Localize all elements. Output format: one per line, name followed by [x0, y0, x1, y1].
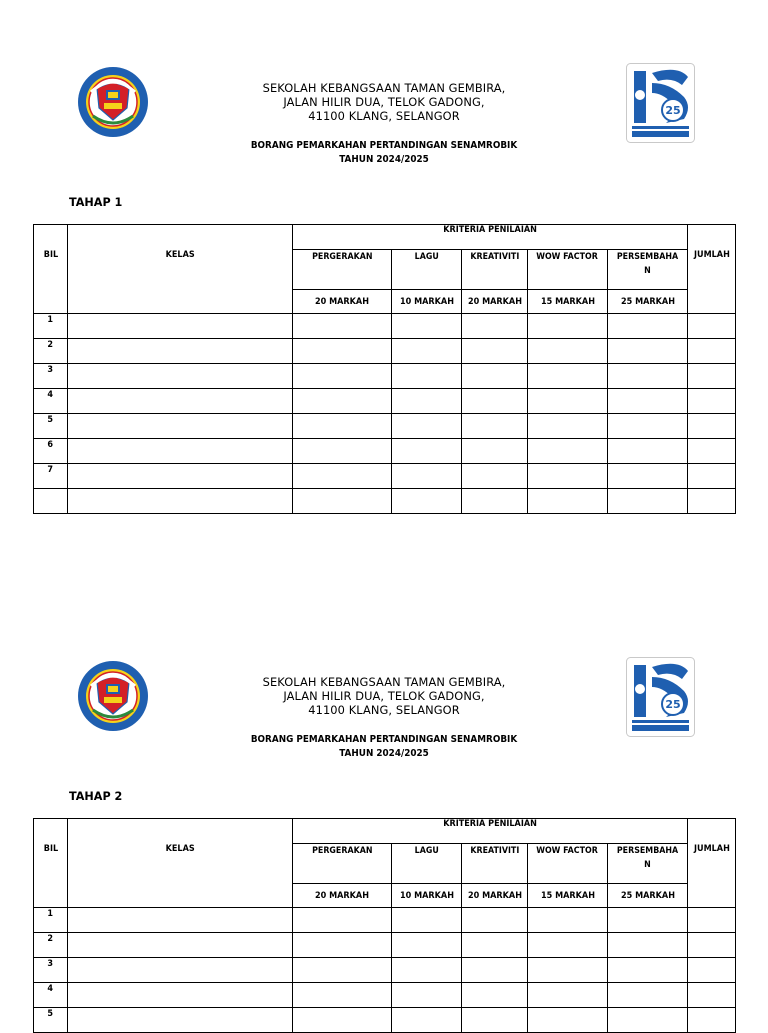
form-year-line: TAHUN 2024/2025 — [339, 154, 429, 165]
score-cell[interactable] — [688, 389, 736, 414]
criteria-header: PERGERAKAN — [293, 250, 392, 290]
criteria-header: LAGU — [392, 250, 462, 290]
kelas-cell[interactable] — [68, 314, 293, 339]
row-number: 4 — [34, 983, 68, 1008]
criteria-header: KREATIVITI — [462, 844, 528, 884]
score-cell[interactable] — [293, 464, 392, 489]
score-cell[interactable] — [392, 983, 462, 1008]
table-row — [34, 414, 736, 439]
score-cell[interactable] — [392, 933, 462, 958]
program-25-logo-icon — [626, 657, 695, 737]
score-cell[interactable] — [392, 314, 462, 339]
score-cell[interactable] — [462, 314, 528, 339]
form-title — [215, 733, 554, 761]
score-cell[interactable] — [608, 414, 688, 439]
score-cell[interactable] — [462, 958, 528, 983]
score-cell[interactable] — [528, 958, 608, 983]
score-cell[interactable] — [392, 389, 462, 414]
score-cell[interactable] — [293, 933, 392, 958]
logo-badge-text: 25 — [665, 104, 681, 117]
school-address — [200, 675, 568, 717]
score-cell[interactable] — [608, 339, 688, 364]
score-cell[interactable] — [293, 364, 392, 389]
score-cell[interactable] — [462, 339, 528, 364]
score-cell[interactable] — [392, 1008, 462, 1033]
score-cell[interactable] — [462, 414, 528, 439]
score-cell[interactable] — [293, 389, 392, 414]
school-name-line: SEKOLAH KEBANGSAAN TAMAN GEMBIRA, — [262, 675, 506, 689]
header-kelas: KELAS — [68, 819, 293, 908]
kelas-cell[interactable] — [68, 464, 293, 489]
score-cell[interactable] — [688, 489, 736, 514]
score-cell[interactable] — [688, 464, 736, 489]
school-crest-icon — [77, 660, 149, 732]
score-cell[interactable] — [688, 314, 736, 339]
score-cell[interactable] — [293, 489, 392, 514]
score-cell[interactable] — [688, 958, 736, 983]
kelas-cell[interactable] — [68, 933, 293, 958]
criteria-max-marks: 20 MARKAH — [462, 884, 528, 908]
score-cell[interactable] — [528, 464, 608, 489]
score-cell[interactable] — [462, 908, 528, 933]
score-cell[interactable] — [528, 908, 608, 933]
criteria-header: PERSEMBAHA N — [608, 844, 688, 884]
score-cell[interactable] — [528, 339, 608, 364]
row-number: 1 — [34, 908, 68, 933]
score-cell[interactable] — [528, 389, 608, 414]
kelas-cell[interactable] — [68, 389, 293, 414]
criteria-max-marks: 20 MARKAH — [293, 884, 392, 908]
criteria-max-marks: 15 MARKAH — [528, 884, 608, 908]
score-cell[interactable] — [608, 489, 688, 514]
score-cell[interactable] — [608, 364, 688, 389]
score-cell[interactable] — [608, 983, 688, 1008]
score-cell[interactable] — [462, 464, 528, 489]
score-cell[interactable] — [462, 933, 528, 958]
score-cell[interactable] — [608, 464, 688, 489]
score-cell[interactable] — [392, 464, 462, 489]
header-jumlah: JUMLAH — [688, 225, 736, 314]
row-number: 2 — [34, 339, 68, 364]
kelas-cell[interactable] — [68, 339, 293, 364]
kelas-cell[interactable] — [68, 983, 293, 1008]
criteria-header: PERSEMBAHA N — [608, 250, 688, 290]
table-row — [34, 933, 736, 958]
criteria-max-marks: 20 MARKAH — [293, 290, 392, 314]
score-cell[interactable] — [688, 439, 736, 464]
criteria-max-marks: 10 MARKAH — [392, 290, 462, 314]
kelas-cell[interactable] — [68, 489, 293, 514]
score-cell[interactable] — [293, 314, 392, 339]
score-cell[interactable] — [608, 933, 688, 958]
criteria-max-marks: 15 MARKAH — [528, 290, 608, 314]
row-number: 5 — [34, 1008, 68, 1033]
criteria-max-marks: 20 MARKAH — [462, 290, 528, 314]
score-cell[interactable] — [392, 339, 462, 364]
row-number: 6 — [34, 439, 68, 464]
table-row — [34, 364, 736, 389]
score-cell[interactable] — [462, 364, 528, 389]
score-cell[interactable] — [392, 414, 462, 439]
school-postcode-line: 41100 KLANG, SELANGOR — [308, 109, 460, 123]
score-cell[interactable] — [688, 908, 736, 933]
table-row — [34, 1008, 736, 1033]
form-title-line: BORANG PEMARKAHAN PERTANDINGAN SENAMROBIK — [250, 734, 518, 745]
criteria-header: LAGU — [392, 844, 462, 884]
score-cell[interactable] — [688, 983, 736, 1008]
table-row — [34, 958, 736, 983]
criteria-max-marks: 10 MARKAH — [392, 884, 462, 908]
score-cell[interactable] — [688, 364, 736, 389]
table-row — [34, 489, 736, 514]
table-row — [34, 439, 736, 464]
row-number: 4 — [34, 389, 68, 414]
score-cell[interactable] — [608, 389, 688, 414]
criteria-max-marks: 25 MARKAH — [608, 884, 688, 908]
school-name-line: SEKOLAH KEBANGSAAN TAMAN GEMBIRA, — [262, 81, 506, 95]
score-cell[interactable] — [293, 439, 392, 464]
logo-badge-text: 25 — [665, 698, 681, 711]
score-cell[interactable] — [462, 489, 528, 514]
kelas-cell[interactable] — [68, 908, 293, 933]
score-cell[interactable] — [528, 983, 608, 1008]
score-cell[interactable] — [528, 933, 608, 958]
score-cell[interactable] — [688, 1008, 736, 1033]
score-cell[interactable] — [608, 314, 688, 339]
score-cell[interactable] — [293, 958, 392, 983]
table-row — [34, 983, 736, 1008]
score-cell[interactable] — [608, 1008, 688, 1033]
row-number: 1 — [34, 314, 68, 339]
form-year-line: TAHUN 2024/2025 — [339, 748, 429, 759]
scoring-table — [33, 224, 736, 514]
score-cell[interactable] — [392, 439, 462, 464]
criteria-max-marks: 25 MARKAH — [608, 290, 688, 314]
score-cell[interactable] — [688, 933, 736, 958]
scoring-table — [33, 818, 736, 1033]
row-number: 3 — [34, 958, 68, 983]
score-cell[interactable] — [293, 1008, 392, 1033]
score-cell[interactable] — [392, 489, 462, 514]
score-cell[interactable] — [293, 908, 392, 933]
score-cell[interactable] — [528, 1008, 608, 1033]
score-cell[interactable] — [528, 414, 608, 439]
header-kelas: KELAS — [68, 225, 293, 314]
score-cell[interactable] — [293, 983, 392, 1008]
school-address-line: JALAN HILIR DUA, TELOK GADONG, — [283, 689, 485, 703]
score-cell[interactable] — [462, 1008, 528, 1033]
school-address-line: JALAN HILIR DUA, TELOK GADONG, — [283, 95, 485, 109]
kelas-cell[interactable] — [68, 364, 293, 389]
kelas-cell[interactable] — [68, 414, 293, 439]
score-cell[interactable] — [528, 364, 608, 389]
form-title-line: BORANG PEMARKAHAN PERTANDINGAN SENAMROBIK — [250, 140, 518, 151]
criteria-header: WOW FACTOR — [528, 250, 608, 290]
criteria-header: KREATIVITI — [462, 250, 528, 290]
score-cell[interactable] — [392, 958, 462, 983]
school-address — [200, 81, 568, 123]
score-cell[interactable] — [608, 439, 688, 464]
table-row — [34, 389, 736, 414]
row-number: 5 — [34, 414, 68, 439]
table-row — [34, 339, 736, 364]
header-kriteria-penilaian: KRITERIA PENILAIAN — [293, 225, 688, 250]
stage-label: TAHAP 2 — [69, 790, 123, 803]
score-cell[interactable] — [462, 983, 528, 1008]
score-cell[interactable] — [462, 389, 528, 414]
header-kriteria-penilaian: KRITERIA PENILAIAN — [293, 819, 688, 844]
table-row — [34, 464, 736, 489]
score-cell[interactable] — [462, 439, 528, 464]
score-cell[interactable] — [528, 439, 608, 464]
header-jumlah: JUMLAH — [688, 819, 736, 908]
score-cell[interactable] — [293, 414, 392, 439]
kelas-cell[interactable] — [68, 1008, 293, 1033]
row-number: 7 — [34, 464, 68, 489]
header-bil: BIL — [34, 819, 68, 908]
score-cell[interactable] — [293, 339, 392, 364]
score-cell[interactable] — [688, 339, 736, 364]
table-row — [34, 908, 736, 933]
row-number — [34, 489, 68, 514]
score-cell[interactable] — [688, 414, 736, 439]
row-number: 3 — [34, 364, 68, 389]
criteria-header: PERGERAKAN — [293, 844, 392, 884]
score-cell[interactable] — [608, 908, 688, 933]
table-row — [34, 314, 736, 339]
criteria-header: WOW FACTOR — [528, 844, 608, 884]
score-cell[interactable] — [608, 958, 688, 983]
kelas-cell[interactable] — [68, 958, 293, 983]
header-bil: BIL — [34, 225, 68, 314]
score-cell[interactable] — [392, 908, 462, 933]
stage-label: TAHAP 1 — [69, 196, 123, 209]
kelas-cell[interactable] — [68, 439, 293, 464]
row-number: 2 — [34, 933, 68, 958]
school-postcode-line: 41100 KLANG, SELANGOR — [308, 703, 460, 717]
score-cell[interactable] — [528, 314, 608, 339]
school-crest-icon — [77, 66, 149, 138]
score-cell[interactable] — [528, 489, 608, 514]
form-title — [215, 139, 554, 167]
score-cell[interactable] — [392, 364, 462, 389]
program-25-logo-icon — [626, 63, 695, 143]
